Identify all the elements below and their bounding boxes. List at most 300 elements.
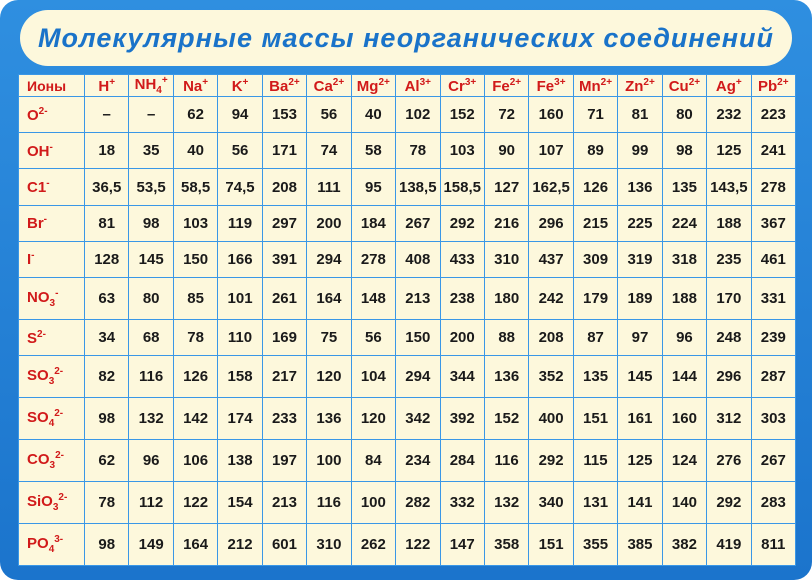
mass-cell: 309: [573, 241, 617, 277]
mass-cell: 248: [707, 320, 751, 356]
mass-cell: 81: [85, 205, 129, 241]
anion-subscript: 3: [49, 460, 56, 472]
cation-charge: +: [735, 76, 742, 88]
mass-cell: 106: [173, 440, 217, 482]
cation-charge: 2+: [688, 76, 701, 88]
cation-symbol: Ca: [313, 77, 333, 95]
mass-cell: 352: [529, 356, 573, 398]
anion-symbol: PO: [27, 535, 49, 552]
cation-header: [751, 75, 795, 97]
anion-header: [19, 278, 85, 320]
mass-cell: 80: [129, 278, 173, 320]
mass-cell: 81: [618, 97, 662, 133]
cation-header: [85, 75, 129, 97]
anion-subscript: 3: [48, 376, 55, 388]
anion-charge: -: [55, 288, 59, 300]
cation-charge: 2+: [332, 76, 345, 88]
mass-cell: 213: [262, 482, 306, 524]
mass-cell: 234: [396, 440, 440, 482]
cation-symbol: Na: [183, 77, 203, 95]
mass-cell: 98: [85, 398, 129, 440]
mass-cell: 292: [440, 205, 484, 241]
anion-charge: 2-: [37, 328, 46, 340]
mass-cell: 312: [707, 398, 751, 440]
anion-charge: 2-: [54, 366, 64, 378]
mass-cell: 84: [351, 440, 395, 482]
mass-cell: 119: [218, 205, 262, 241]
mass-cell: 332: [440, 482, 484, 524]
mass-cell: 344: [440, 356, 484, 398]
mass-cell: 239: [751, 320, 795, 356]
mass-cell: 138,5: [396, 169, 440, 205]
mass-cell: 125: [707, 133, 751, 169]
mass-cell: 40: [173, 133, 217, 169]
mass-cell: 197: [262, 440, 306, 482]
mass-cell: 126: [573, 169, 617, 205]
anion-symbol: Br: [27, 215, 44, 233]
mass-cell: 287: [751, 356, 795, 398]
anion-header: [19, 356, 85, 398]
mass-cell: 408: [396, 241, 440, 277]
mass-cell: 145: [129, 241, 173, 277]
anion-symbol: C1: [27, 179, 47, 197]
mass-cell: 107: [529, 133, 573, 169]
mass-cell: –: [85, 97, 129, 133]
cation-header: [173, 75, 217, 97]
cation-symbol: Zn: [625, 77, 644, 95]
anion-subscript: 3: [49, 298, 56, 310]
mass-cell: 122: [396, 524, 440, 566]
table-row: [19, 482, 796, 524]
mass-cell: 95: [351, 169, 395, 205]
mass-cell: 391: [262, 241, 306, 277]
mass-cell: 132: [129, 398, 173, 440]
mass-cell: 318: [662, 241, 706, 277]
mass-cell: 35: [129, 133, 173, 169]
mass-cell: 367: [751, 205, 795, 241]
mass-cell: 294: [396, 356, 440, 398]
mass-cell: 188: [707, 205, 751, 241]
cation-header: [707, 75, 751, 97]
mass-cell: 100: [307, 440, 351, 482]
mass-cell: 189: [618, 278, 662, 320]
anion-header: [19, 524, 85, 566]
mass-cell: 216: [484, 205, 528, 241]
mass-cell: 164: [173, 524, 217, 566]
mass-cell: 100: [351, 482, 395, 524]
mass-cell: 283: [751, 482, 795, 524]
cation-symbol: Cr: [448, 77, 465, 95]
mass-cell: 238: [440, 278, 484, 320]
table-row: [19, 398, 796, 440]
cation-charge: 2+: [509, 76, 522, 88]
mass-cell: 200: [307, 205, 351, 241]
anion-charge: -: [46, 178, 50, 190]
mass-cell: 282: [396, 482, 440, 524]
table-row: [19, 356, 796, 398]
mass-cell: 88: [484, 320, 528, 356]
anion-charge: -: [43, 214, 48, 226]
mass-cell: 72: [484, 97, 528, 133]
mass-cell: 94: [218, 97, 262, 133]
mass-cell: 132: [484, 482, 528, 524]
cation-charge: 3+: [419, 76, 431, 88]
mass-cell: 310: [307, 524, 351, 566]
mass-cell: 116: [129, 356, 173, 398]
mass-cell: 80: [662, 97, 706, 133]
mass-cell: 382: [662, 524, 706, 566]
mass-cell: 34: [85, 320, 129, 356]
mass-cell: 278: [351, 241, 395, 277]
mass-cell: 162,5: [529, 169, 573, 205]
anion-subscript: 3: [52, 502, 59, 514]
mass-cell: 400: [529, 398, 573, 440]
anion-header: [19, 97, 85, 133]
anion-subscript: 4: [48, 418, 55, 430]
table-row: [19, 133, 796, 169]
mass-cell: 18: [85, 133, 129, 169]
mass-cell: 208: [262, 169, 306, 205]
anion-symbol: I: [27, 251, 32, 269]
mass-cell: 143,5: [707, 169, 751, 205]
mass-cell: 126: [173, 356, 217, 398]
mass-cell: 461: [751, 241, 795, 277]
cation-charge: +: [202, 76, 209, 88]
anion-symbol: NO: [27, 289, 50, 307]
mass-cell: 150: [173, 241, 217, 277]
mass-cell: 144: [662, 356, 706, 398]
mass-cell: 62: [173, 97, 217, 133]
mass-cell: 208: [529, 320, 573, 356]
mass-cell: 127: [484, 169, 528, 205]
cation-charge: 2+: [378, 76, 390, 88]
mass-cell: 292: [529, 440, 573, 482]
mass-cell: 169: [262, 320, 306, 356]
mass-cell: 152: [484, 398, 528, 440]
anion-symbol: SO: [27, 409, 49, 427]
mass-cell: 340: [529, 482, 573, 524]
mass-cell: 112: [129, 482, 173, 524]
table-row: [19, 524, 796, 566]
mass-cell: 99: [618, 133, 662, 169]
mass-cell: 342: [396, 398, 440, 440]
anion-symbol: O: [27, 106, 39, 124]
mass-cell: 74,5: [218, 169, 262, 205]
mass-cell: 419: [707, 524, 751, 566]
mass-cell: 89: [573, 133, 617, 169]
mass-cell: 125: [618, 440, 662, 482]
table-container: [18, 74, 796, 566]
anion-charge: 2-: [38, 105, 48, 117]
mass-cell: 136: [618, 169, 662, 205]
cation-header: [440, 75, 484, 97]
title-banner: [20, 10, 792, 66]
mass-cell: 145: [618, 356, 662, 398]
mass-cell: 128: [85, 241, 129, 277]
mass-cell: 213: [396, 278, 440, 320]
mass-cell: 53,5: [129, 169, 173, 205]
cation-charge: +: [242, 76, 249, 88]
mass-cell: 74: [307, 133, 351, 169]
mass-cell: 56: [351, 320, 395, 356]
mass-cell: 75: [307, 320, 351, 356]
cation-subscript: 4: [156, 85, 162, 96]
mass-cell: 161: [618, 398, 662, 440]
cation-header: [396, 75, 440, 97]
anion-header: [19, 169, 85, 205]
mass-cell: 242: [529, 278, 573, 320]
mass-cell: 116: [307, 482, 351, 524]
anion-charge: 2-: [58, 492, 68, 504]
mass-cell: 310: [484, 241, 528, 277]
mass-cell: 392: [440, 398, 484, 440]
mass-cell: 151: [573, 398, 617, 440]
cation-symbol: Al: [404, 77, 420, 95]
mass-cell: 319: [618, 241, 662, 277]
mass-cell: 437: [529, 241, 573, 277]
mass-cell: 180: [484, 278, 528, 320]
mass-cell: 267: [396, 205, 440, 241]
mass-cell: 154: [218, 482, 262, 524]
mass-cell: 71: [573, 97, 617, 133]
mass-cell: 331: [751, 278, 795, 320]
anion-subscript: 4: [48, 544, 55, 555]
mass-cell: 147: [440, 524, 484, 566]
mass-cell: 292: [707, 482, 751, 524]
cation-symbol: Ag: [715, 77, 736, 95]
anion-symbol: OH: [27, 142, 50, 160]
mass-cell: 433: [440, 241, 484, 277]
mass-cell: 233: [262, 398, 306, 440]
mass-cell: 90: [484, 133, 528, 169]
mass-cell: 58,5: [173, 169, 217, 205]
page-title: Молекулярные массы неорганических соединений: [37, 22, 775, 53]
table-row: [19, 320, 796, 356]
mass-cell: 223: [751, 97, 795, 133]
mass-cell: 96: [129, 440, 173, 482]
cation-charge: +: [161, 75, 168, 86]
mass-cell: 40: [351, 97, 395, 133]
mass-cell: 148: [351, 278, 395, 320]
molar-mass-table: [18, 74, 796, 566]
anion-header: [19, 398, 85, 440]
mass-cell: 166: [218, 241, 262, 277]
mass-cell: 142: [173, 398, 217, 440]
anion-symbol: CO: [27, 451, 50, 469]
mass-cell: 138: [218, 440, 262, 482]
mass-cell: 241: [751, 133, 795, 169]
mass-cell: 217: [262, 356, 306, 398]
mass-cell: 811: [751, 524, 795, 566]
mass-cell: 56: [218, 133, 262, 169]
anion-header: [19, 133, 85, 169]
anion-header: [19, 320, 85, 356]
table-row: [19, 278, 796, 320]
mass-cell: 150: [396, 320, 440, 356]
mass-cell: 276: [707, 440, 751, 482]
cation-symbol: Mg: [356, 77, 379, 95]
table-row: [19, 169, 796, 205]
mass-cell: 116: [484, 440, 528, 482]
mass-cell: 224: [662, 205, 706, 241]
mass-cell: 78: [173, 320, 217, 356]
mass-cell: 158: [218, 356, 262, 398]
cation-symbol: Fe: [492, 77, 510, 95]
cation-header: [307, 75, 351, 97]
mass-cell: 385: [618, 524, 662, 566]
anion-header: [19, 440, 85, 482]
table-row: [19, 205, 796, 241]
mass-cell: 200: [440, 320, 484, 356]
mass-cell: 179: [573, 278, 617, 320]
mass-cell: 140: [662, 482, 706, 524]
cation-symbol: Mn: [578, 77, 601, 95]
anion-header: [19, 241, 85, 277]
mass-cell: 160: [529, 97, 573, 133]
mass-cell: 261: [262, 278, 306, 320]
mass-cell: 303: [751, 398, 795, 440]
anion-header: [19, 482, 85, 524]
mass-cell: 184: [351, 205, 395, 241]
mass-cell: 212: [218, 524, 262, 566]
mass-cell: 62: [85, 440, 129, 482]
anion-symbol: SiO: [27, 493, 53, 511]
anion-charge: 3-: [54, 534, 64, 545]
cation-charge: 2+: [600, 76, 613, 88]
mass-cell: 151: [529, 524, 573, 566]
cation-symbol: Fe: [536, 77, 555, 95]
mass-cell: 170: [707, 278, 751, 320]
mass-cell: 136: [307, 398, 351, 440]
mass-cell: 82: [85, 356, 129, 398]
cation-symbol: K: [231, 77, 243, 95]
cation-symbol: Ba: [269, 77, 289, 95]
mass-cell: 136: [484, 356, 528, 398]
cation-symbol: H: [98, 77, 110, 95]
mass-cell: 284: [440, 440, 484, 482]
mass-cell: 262: [351, 524, 395, 566]
mass-cell: 355: [573, 524, 617, 566]
mass-cell: 267: [751, 440, 795, 482]
anion-charge: -: [49, 141, 53, 153]
cation-charge: 2+: [643, 76, 655, 88]
mass-cell: 124: [662, 440, 706, 482]
mass-cell: 96: [662, 320, 706, 356]
mass-cell: 103: [440, 133, 484, 169]
cation-symbol: Cu: [668, 77, 689, 95]
cation-header: [129, 75, 173, 97]
cation-symbol: NH: [134, 76, 157, 93]
mass-cell: 296: [707, 356, 751, 398]
table-row: [19, 241, 796, 277]
mass-cell: 68: [129, 320, 173, 356]
mass-cell: 158,5: [440, 169, 484, 205]
cation-charge: 2+: [777, 76, 789, 88]
mass-cell: 120: [351, 398, 395, 440]
anion-charge: -: [31, 250, 35, 262]
table-row: [19, 97, 796, 133]
mass-cell: 297: [262, 205, 306, 241]
mass-cell: 85: [173, 278, 217, 320]
mass-cell: 235: [707, 241, 751, 277]
mass-cell: 153: [262, 97, 306, 133]
anion-header: [19, 205, 85, 241]
anion-symbol: SO: [27, 367, 49, 385]
mass-cell: 78: [396, 133, 440, 169]
cation-charge: 3+: [554, 76, 566, 88]
mass-cell: 131: [573, 482, 617, 524]
mass-cell: 294: [307, 241, 351, 277]
mass-cell: 63: [85, 278, 129, 320]
mass-cell: 98: [662, 133, 706, 169]
mass-cell: 111: [307, 169, 351, 205]
mass-cell: 122: [173, 482, 217, 524]
corner-label: Ионы: [19, 75, 85, 97]
header-row: [19, 75, 796, 97]
mass-cell: 358: [484, 524, 528, 566]
mass-cell: 101: [218, 278, 262, 320]
mass-cell: 120: [307, 356, 351, 398]
mass-cell: 188: [662, 278, 706, 320]
mass-cell: 171: [262, 133, 306, 169]
mass-cell: 98: [85, 524, 129, 566]
cation-header: [662, 75, 706, 97]
mass-cell: 98: [129, 205, 173, 241]
mass-cell: 278: [751, 169, 795, 205]
mass-cell: 58: [351, 133, 395, 169]
mass-cell: 36,5: [85, 169, 129, 205]
cation-header: [573, 75, 617, 97]
mass-cell: 110: [218, 320, 262, 356]
mass-cell: 149: [129, 524, 173, 566]
cation-charge: 2+: [288, 76, 300, 88]
mass-cell: 135: [662, 169, 706, 205]
mass-cell: 225: [618, 205, 662, 241]
anion-charge: 2-: [54, 408, 64, 420]
mass-cell: 135: [573, 356, 617, 398]
mass-cell: 115: [573, 440, 617, 482]
mass-cell: 160: [662, 398, 706, 440]
cation-header: [262, 75, 306, 97]
mass-cell: –: [129, 97, 173, 133]
mass-cell: 87: [573, 320, 617, 356]
mass-cell: 56: [307, 97, 351, 133]
mass-cell: 97: [618, 320, 662, 356]
cation-header: [618, 75, 662, 97]
anion-charge: 2-: [55, 450, 64, 462]
mass-cell: 78: [85, 482, 129, 524]
cation-header: [484, 75, 528, 97]
mass-cell: 296: [529, 205, 573, 241]
cation-header: [351, 75, 395, 97]
mass-cell: 141: [618, 482, 662, 524]
mass-cell: 103: [173, 205, 217, 241]
mass-cell: 102: [396, 97, 440, 133]
mass-cell: 215: [573, 205, 617, 241]
table-row: [19, 440, 796, 482]
cation-charge: 3+: [464, 76, 477, 88]
mass-cell: 174: [218, 398, 262, 440]
anion-symbol: S: [27, 329, 38, 347]
mass-cell: 164: [307, 278, 351, 320]
cation-header: [529, 75, 573, 97]
mass-cell: 601: [262, 524, 306, 566]
cation-symbol: Pb: [757, 77, 778, 95]
cation-charge: +: [109, 76, 116, 88]
mass-cell: 104: [351, 356, 395, 398]
mass-cell: 232: [707, 97, 751, 133]
mass-cell: 152: [440, 97, 484, 133]
